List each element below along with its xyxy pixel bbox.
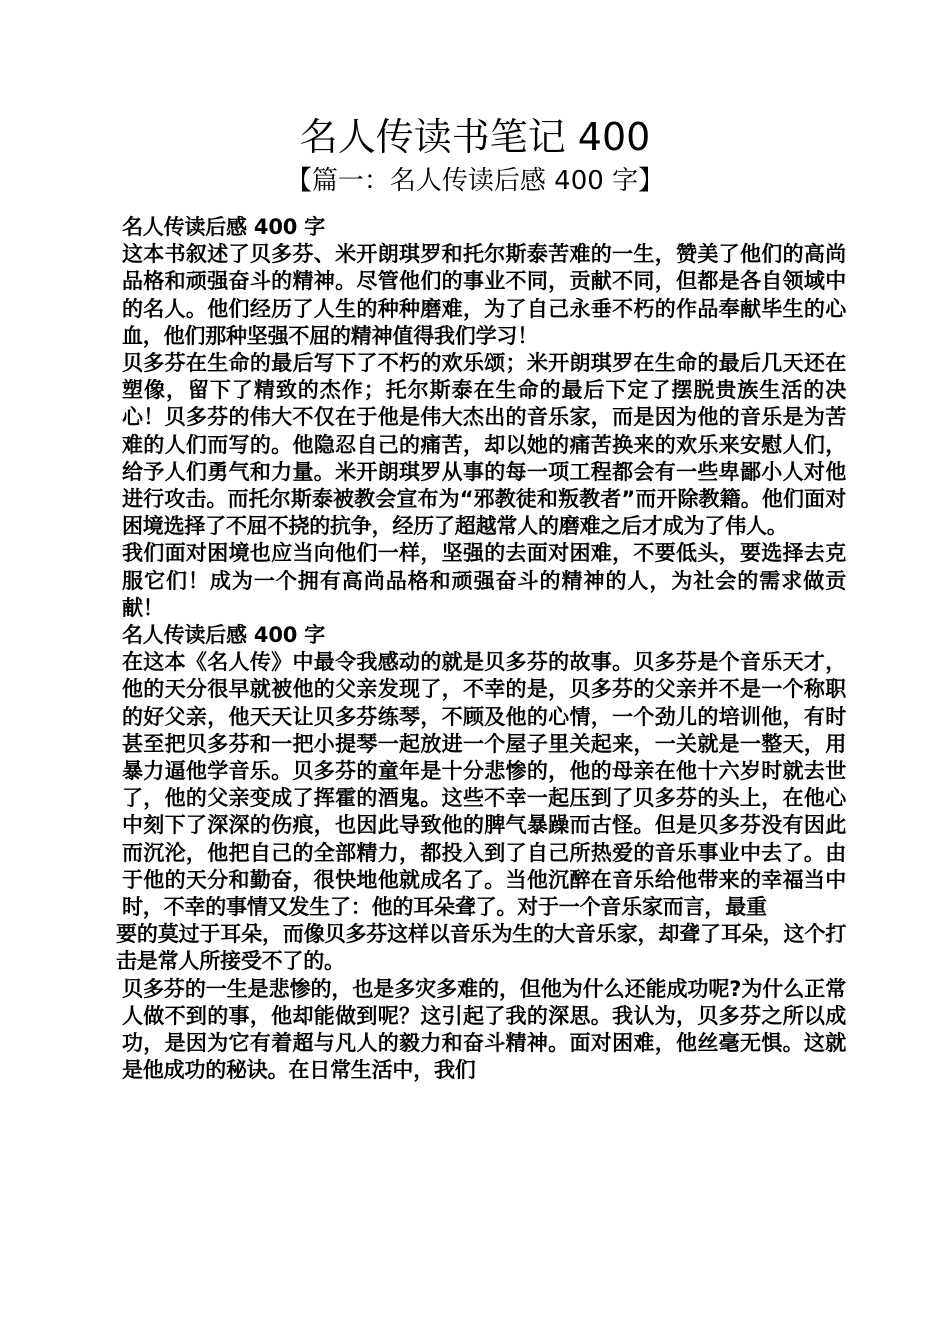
document-subtitle: 【篇一：名人传读后感 400 字】 — [285, 166, 665, 196]
body-paragraph: 贝多芬在生命的最后写下了不朽的欢乐颂；米开朗琪罗在生命的最后几天还在塑像，留下了精致的杰作；托尔斯泰在生命的最后下定了摆脱贵族生活的决心！贝多芬的伟大不仅在于他是伟大杰出的音乐家，而是因为他的音乐是为苦难的人们而写的。他隐忍自己的痛苦，却以她的痛苦换来的欢乐来安慰人们，给予人们勇气和力量。米开朗琪罗从事的每一项工程都会有一些卑鄙小人对他进行攻击。而托尔斯泰被教会宣布为“邪教徒和叛教者”而开除教籍。他们面对困境选择了不屈不挠的抗争，经历了超越常人的磨难之后才成为了伟人。 — [122, 351, 846, 539]
document-title: 名人传读书笔记 400 — [299, 115, 651, 159]
body-paragraph: 在这本《名人传》中最令我感动的就是贝多芬的故事。贝多芬是个音乐天才，他的天分很早就被他的父亲发现了，不幸的是，贝多芬的父亲并不是一个称职的好父亲，他天天让贝多芬练琴，不顾及他的心情，一个劲儿的培训他，有时甚至把贝多芬和一把小提琴一起放进一个屋子里关起来，一关就是一整天，用暴力逼他学音乐。贝多芬的童年是十分悲惨的，他的母亲在他十六岁时就去世了，他的父亲变成了挥霍的酒鬼。这些不幸一起压到了贝多芬的头上，在他心中刻下了深深的伤痕，也因此导致他的脾气暴躁而古怪。但是贝多芬没有因此而沉沦，他把自己的全部精力，都投入到了自己所热爱的音乐事业中去了。由于他的天分和勤奋，很快地他就成名了。当他沉醉在音乐给他带来的幸福当中时，不幸的事情又发生了：他的耳朵聋了。对于一个音乐家而言，最重 — [122, 650, 846, 920]
body-paragraph: 我们面对困境也应当向他们一样，坚强的去面对困难，不要低头，要选择去克服它们！成为一个拥有高尚品格和顽强奋斗的精神的人，为社会的需求做贡献！ — [122, 541, 846, 620]
section-heading: 名人传读后感 400 字 — [122, 623, 326, 648]
body-paragraph: 贝多芬的一生是悲惨的，也是多灾多难的，但他为什么还能成功呢?为什么正常人做不到的事，他却能做到呢？这引起了我的深思。我认为，贝多芬之所以成功，是因为它有着超与凡人的毅力和奋斗精神。面对困难，他丝毫无惧。这就是他成功的秘诀。在日常生活中，我们 — [122, 976, 846, 1083]
document-body — [116, 214, 846, 1085]
section-heading: 名人传读后感 400 字 — [122, 215, 326, 239]
body-paragraph: 要的莫过于耳朵，而像贝多芬这样以音乐为生的大音乐家，却聋了耳朵，这个打击是常人所接受不了的。 — [116, 922, 846, 974]
body-paragraph: 这本书叙述了贝多芬、米开朗琪罗和托尔斯泰苦难的一生，赞美了他们的高尚品格和顽强奋斗的精神。尽管他们的事业不同，贡献不同，但都是各自领域中的名人。他们经历了人生的种种磨难，为了自己永垂不朽的作品奉献毕生的心血，他们那种坚强不屈的精神值得我们学习！ — [122, 242, 846, 348]
